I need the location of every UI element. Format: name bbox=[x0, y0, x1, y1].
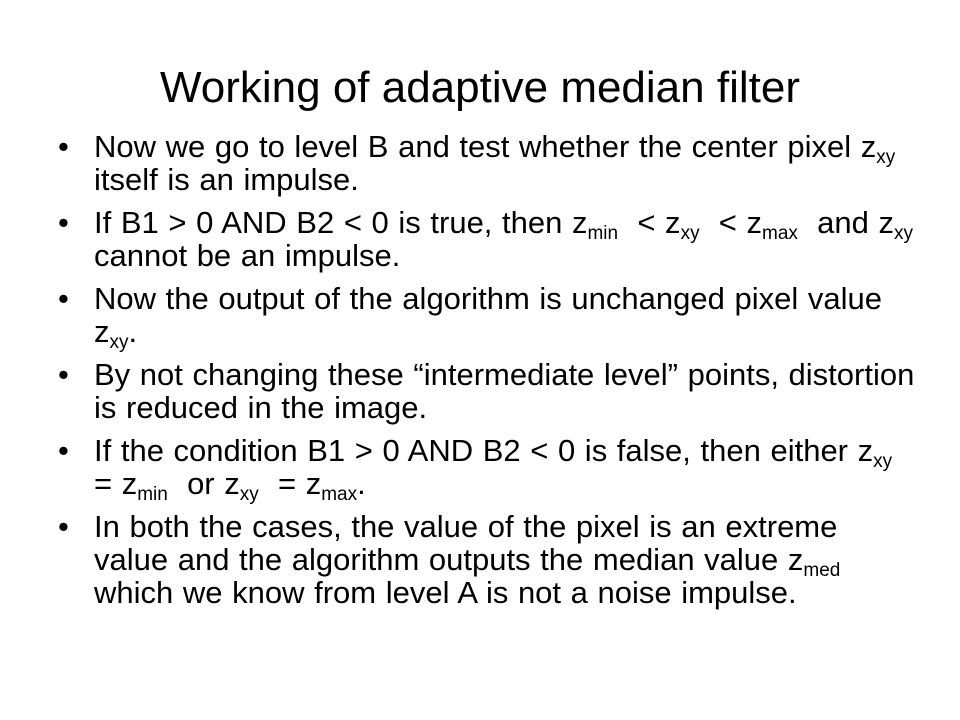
slide-title: Working of adaptive median filter bbox=[160, 63, 800, 112]
subscript: max bbox=[762, 223, 798, 244]
bullet-text: = z bbox=[94, 433, 912, 501]
subscript: xy bbox=[873, 451, 893, 472]
bullet-text: In both the cases, the value of the pixel is an extreme value and the algorithm outputs the median value z bbox=[94, 509, 838, 577]
bullet-item bbox=[58, 281, 918, 353]
bullet-text: Now we go to level B and test whether the center pixel z bbox=[94, 129, 877, 164]
bullet-text: If the condition B1 > 0 AND B2 < 0 is false, then either z bbox=[94, 433, 874, 468]
bullet-item bbox=[58, 130, 918, 196]
bullet-text: = z bbox=[258, 466, 322, 501]
bullet-text: < z bbox=[699, 205, 763, 240]
bullet-text: or z bbox=[167, 466, 240, 501]
bullet-dot-icon: • bbox=[58, 129, 69, 164]
bullet-text: Now the output of the algorithm is unchanged pixel value z bbox=[94, 281, 882, 349]
bullet-dot-icon: • bbox=[58, 433, 69, 468]
bullet-text: itself is an impulse. bbox=[94, 162, 359, 197]
subscript: xy bbox=[876, 147, 896, 168]
subscript: xy bbox=[109, 332, 129, 353]
bullet-item bbox=[58, 358, 918, 424]
bullet-text: If B1 > 0 AND B2 < 0 is true, then z bbox=[94, 205, 588, 240]
subscript: max bbox=[321, 484, 358, 505]
bullet-item bbox=[58, 510, 918, 609]
bullet-dot-icon: • bbox=[58, 357, 69, 392]
bullet-item bbox=[58, 433, 918, 505]
subscript: med bbox=[803, 560, 841, 581]
bullet-text: cannot be an impulse. bbox=[94, 238, 401, 273]
bullet-text: which we know from level A is not a noise impulse. bbox=[94, 542, 860, 610]
bullet-text: and z bbox=[797, 205, 894, 240]
bullet-text: . bbox=[357, 466, 366, 501]
bullet-dot-icon: • bbox=[58, 205, 69, 240]
subscript: xy bbox=[239, 484, 259, 505]
bullet-item bbox=[58, 206, 918, 272]
bullet-dot-icon: • bbox=[58, 281, 69, 316]
bullet-list bbox=[58, 130, 918, 619]
bullet-text: < z bbox=[618, 205, 681, 240]
subscript: min bbox=[587, 223, 619, 244]
subscript: min bbox=[137, 484, 168, 505]
bullet-dot-icon: • bbox=[58, 509, 69, 544]
subscript: xy bbox=[893, 223, 913, 244]
subscript: xy bbox=[680, 223, 700, 244]
bullet-text: . bbox=[128, 314, 138, 349]
bullet-text: By not changing these “intermediate level” points, distortion is reduced in the image. bbox=[94, 357, 915, 425]
